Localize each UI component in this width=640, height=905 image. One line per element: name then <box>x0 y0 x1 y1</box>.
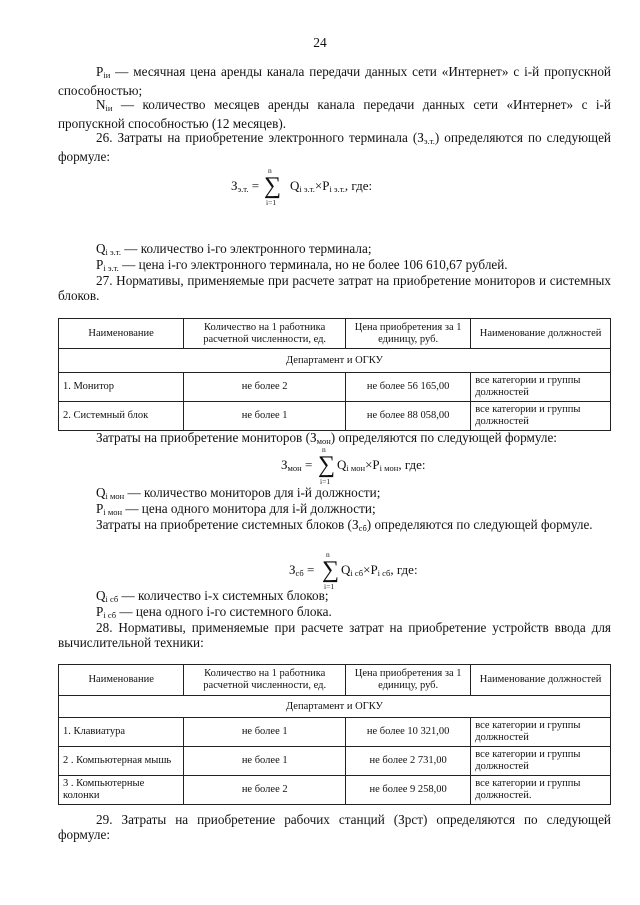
input-devices-table <box>58 664 611 805</box>
monitors-table <box>58 318 611 431</box>
item-27-text: 27. Нормативы, применяемые при расчете затрат на приобретение мониторов и системных блоков. <box>58 273 611 303</box>
def-p-system-blocks: $P_{i сб}$ — цена одного i-го системного блока. <box>96 604 332 620</box>
table-header-row: Наименование Количество на 1 работника расчетной численности, ед. Цена приобретения за 1 единицу, руб. Наименование должностей <box>59 319 611 349</box>
document-page: 24 $P_{iи}$ — месячная цена аренды канала передачи данных сети «Интернет» с i-й пропускной способностью; $N_{iи}$ — количество месяцев аренды канала передачи данных сети «Интернет» с i-й пропускной способностью (12 месяцев). 26. Затраты на приобретение электронного терминала $(З_{э.т.})$ определяются по следующей формуле: $З_{э.т.}$ = n ∑ i=1 $Q_{i э.т.}\times P_{i э.т.}$, где: $Q_{i э.т.}$ — количество i-го электронного терминала; $P_{i э.т.}$ — цена i-го электронного терминала, но не более 106 610,67 рублей. 27. Нормативы, применяемые при расчете затрат на приобретение мониторов и системных блоков. Наименование Количество на 1 работника расчетной численности, ед. Цена приобретения за 1 единицу, руб. Наименование должностей Департамент и ОГКУ 1. Монитор не более 2 не более 56 165,00 все категории и группы должностей 2. Системный блок не более 1 не более 88 058,00 все категории и группы должностей Затраты на приобретение мониторов $(З_{мон})$ определяются по следующей формуле: $З_{мон}$ = n ∑ i=1 $Q_{i мон}\times P_{i мон}$, где: $Q_{i мон}$ — количество мониторов для i-й должности; $P_{i мон}$ — цена одного монитора для i-й должности; Затраты на приобретение системных блоков $(З_{сб})$ определяются по следующей формуле. $З_{сб}$ = n ∑ i=1 $Q_{i сб}\times P_{i сб}$, где: $Q_{i сб}$ — количество i-х системных блоков; $P_{i сб}$ — цена одного i-го системного блока. 28. Нормативы, применяемые при расчете затрат на приобретение устройств ввода для вычислительной техники: Наименование Количество на 1 работника расчетной численности, ед. Цена приобретения за 1 единицу, руб. Наименование должностей Департамент и ОГКУ 1. Клавиатура не более 1 не более 10 321,00 все категории и группы должностей 2 . Компьютерная мышь не более 1 не более 2 731,00 все категории и группы должностей 3 . Компьютерные колонки не более 2 не более 9 258,00 все категории и группы должностей. 29. Затраты на приобретение рабочих станций (Зрст) определяются по следующей формуле: <box>0 0 640 905</box>
table-row: 2. Системный блок не более 1 не более 88 058,00 все категории и группы должностей <box>59 402 611 431</box>
table-group-row: Департамент и ОГКУ <box>59 349 611 373</box>
def-n-internet: $N_{iи}$ — количество месяцев аренды канала передачи данных сети «Интернет» с i-й пропускной способностью (12 месяцев). <box>58 97 611 131</box>
table-row: 1. Клавиатура не более 1 не более 10 321,00 все категории и группы должностей <box>59 718 611 747</box>
item-26-text: 26. Затраты на приобретение электронного терминала $(З_{э.т.})$ определяются по следующей формуле: <box>58 130 611 164</box>
def-p-terminal: $P_{i э.т.}$ — цена i-го электронного терминала, но не более 106 610,67 рублей. <box>96 257 508 273</box>
def-q-monitors: $Q_{i мон}$ — количество мониторов для i-й должности; <box>96 485 381 501</box>
item-28-text: 28. Нормативы, применяемые при расчете затрат на приобретение устройств ввода для вычислительной техники: <box>58 620 611 650</box>
table-header-row: Наименование Количество на 1 работника расчетной численности, ед. Цена приобретения за 1 единицу, руб. Наименование должностей <box>59 665 611 696</box>
table-row: 1. Монитор не более 2 не более 56 165,00 все категории и группы должностей <box>59 373 611 402</box>
item-29-text: 29. Затраты на приобретение рабочих станций (Зрст) определяются по следующей формуле: <box>58 812 611 842</box>
def-q-system-blocks: $Q_{i сб}$ — количество i-х системных блоков; <box>96 588 329 604</box>
def-q-terminal: $Q_{i э.т.}$ — количество i-го электронного терминала; <box>96 241 372 257</box>
monitors-formula-intro: Затраты на приобретение мониторов $(З_{мон})$ определяются по следующей формуле: <box>96 430 557 446</box>
table-row: 3 . Компьютерные колонки не более 2 не более 9 258,00 все категории и группы должностей. <box>59 776 611 805</box>
def-p-internet: $P_{iи}$ — месячная цена аренды канала передачи данных сети «Интернет» с i-й пропускной способностью; <box>58 64 611 98</box>
table-group-row: Департамент и ОГКУ <box>59 696 611 718</box>
table-row: 2 . Компьютерная мышь не более 1 не более 2 731,00 все категории и группы должностей <box>59 747 611 776</box>
system-blocks-formula-intro: Затраты на приобретение системных блоков $(З_{сб})$ определяются по следующей формуле. <box>96 517 593 533</box>
def-p-monitors: $P_{i мон}$ — цена одного монитора для i-й должности; <box>96 501 376 517</box>
page-number: 24 <box>313 35 327 50</box>
